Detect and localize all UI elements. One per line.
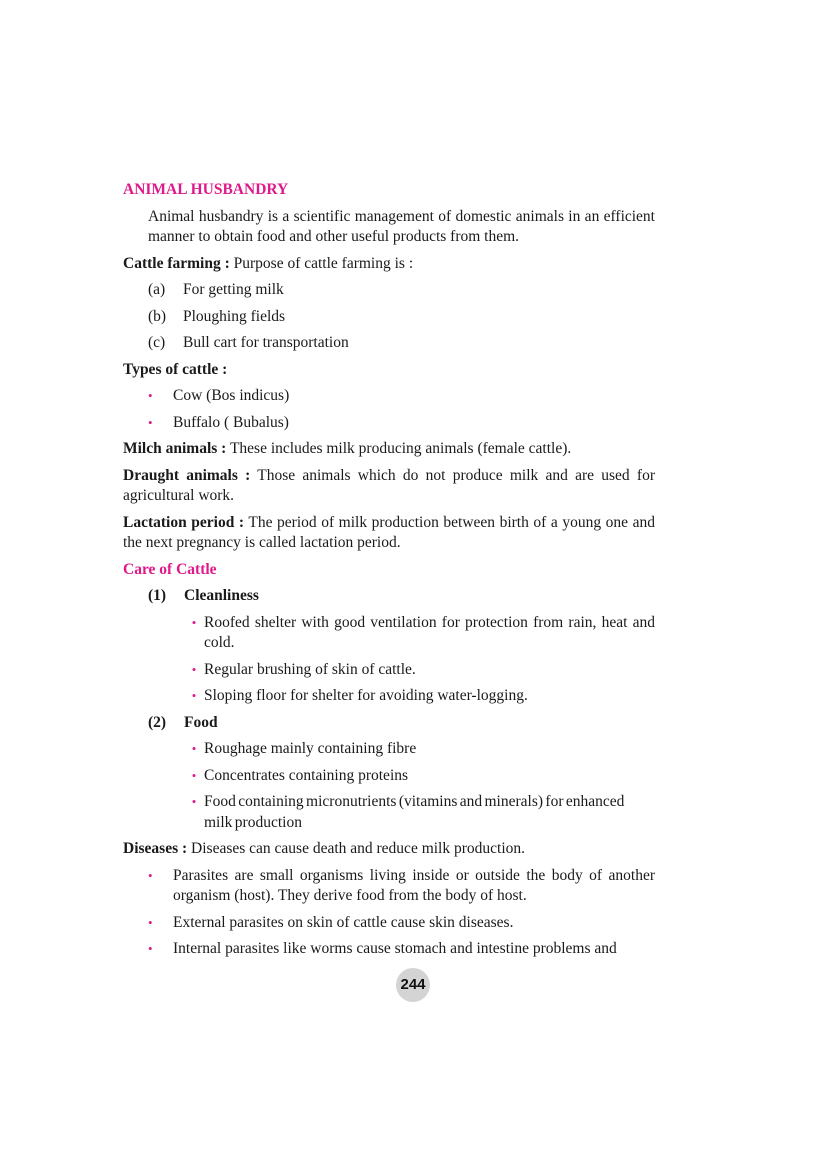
diseases-text: Diseases can cause death and reduce milk production.: [191, 840, 526, 857]
types-of-cattle-heading: [123, 360, 655, 381]
list-marker: (a): [148, 281, 166, 298]
care-marker: (1): [148, 587, 167, 604]
care-heading: Care of Cattle: [123, 560, 217, 578]
list-item: [148, 939, 655, 960]
list-item: [148, 913, 655, 934]
intro-paragraph: Animal husbandry is a scientific management of domestic animals in an efficient manner to obtain food and other useful products from them.: [148, 207, 655, 245]
list-item-text: Cow (Bos indicus): [173, 387, 290, 404]
care-subtitle: Food: [184, 713, 218, 731]
list-item-text: Concentrates containing proteins: [204, 766, 409, 784]
list-item-text: Regular brushing of skin of cattle.: [204, 660, 416, 678]
cattle-farming-text: Purpose of cattle farming is :: [233, 254, 414, 272]
diseases-label: Diseases :: [123, 840, 188, 857]
page-number: 244: [396, 968, 430, 1002]
list-item: [148, 280, 655, 301]
cattle-farming-list: [123, 280, 655, 354]
lactation-label: Lactation period :: [123, 513, 245, 531]
list-item: [148, 333, 655, 354]
list-item: [148, 866, 655, 907]
list-item-text: Bull cart for transportation: [183, 334, 349, 351]
types-of-cattle-list: [123, 386, 655, 433]
list-item-text: Roughage mainly containing fibre: [204, 740, 417, 757]
list-item-text: For getting milk: [183, 281, 284, 298]
types-of-cattle-label: Types of cattle :: [123, 360, 228, 378]
bullet-icon: •: [191, 661, 197, 677]
care-section-cleanliness: [123, 586, 655, 833]
list-marker: (c): [148, 334, 166, 351]
bullet-icon: •: [191, 614, 197, 630]
diseases-list: [123, 866, 655, 960]
lactation-paragraph: [123, 513, 655, 554]
milch-label: Milch animals :: [123, 440, 227, 457]
list-item-text: Sloping floor for shelter for avoiding water-logging.: [204, 687, 528, 704]
bullet-icon: •: [148, 941, 153, 956]
bullet-icon: •: [148, 414, 153, 430]
list-item: [184, 686, 655, 707]
list-item-text: Parasites are small organisms living inside or outside the body of another organism (host). They derive food from the body of host.: [173, 866, 655, 904]
bullet-icon: •: [148, 914, 153, 930]
care-subtitle: Cleanliness: [184, 587, 259, 604]
bullet-icon: •: [191, 688, 197, 703]
milch-paragraph: [123, 439, 655, 460]
milch-text: These includes milk producing animals (female cattle).: [229, 440, 572, 457]
diseases-paragraph: [123, 839, 655, 860]
bullet-icon: •: [191, 741, 197, 756]
list-item-text: Buffalo ( Bubalus): [173, 413, 289, 431]
list-item-text: Roofed shelter with good ventilation for protection from rain, heat and cold.: [204, 613, 655, 651]
list-marker: (b): [148, 307, 167, 325]
cleanliness-list: [148, 613, 655, 707]
list-item: [148, 413, 655, 434]
list-item: [148, 307, 655, 328]
list-item-text: Food containing micronutrients (vitamins and minerals) for enhanced milk production: [204, 793, 625, 831]
list-item-text: Ploughing fields: [183, 307, 286, 325]
section-title: ANIMAL HUSBANDRY: [123, 181, 289, 198]
care-marker: (2): [148, 713, 167, 731]
list-item: [184, 766, 655, 787]
draught-label: Draught animals :: [123, 466, 251, 484]
list-item: [148, 386, 655, 407]
cattle-farming-label: Cattle farming :: [123, 254, 230, 272]
page-content: [123, 180, 655, 960]
bullet-icon: •: [191, 794, 197, 809]
draught-text: Those animals which do not produce milk and are used for agricultural work.: [123, 466, 655, 504]
bullet-icon: •: [148, 867, 153, 883]
list-item: [184, 739, 655, 760]
list-item: [184, 792, 655, 833]
bullet-icon: •: [191, 767, 197, 783]
list-item: [184, 613, 655, 654]
list-item: [184, 660, 655, 681]
care-subheading: [148, 586, 655, 607]
cattle-farming-paragraph: [123, 254, 655, 275]
list-item-text: External parasites on skin of cattle cause skin diseases.: [173, 913, 514, 931]
lactation-text: The period of milk production between birth of a young one and the next pregnancy is called lactation period.: [123, 513, 655, 551]
food-list: [148, 739, 655, 833]
list-item-text: Internal parasites like worms cause stomach and intestine problems and: [173, 940, 617, 957]
draught-paragraph: [123, 466, 655, 507]
care-subheading: [148, 713, 655, 734]
bullet-icon: •: [148, 388, 153, 403]
